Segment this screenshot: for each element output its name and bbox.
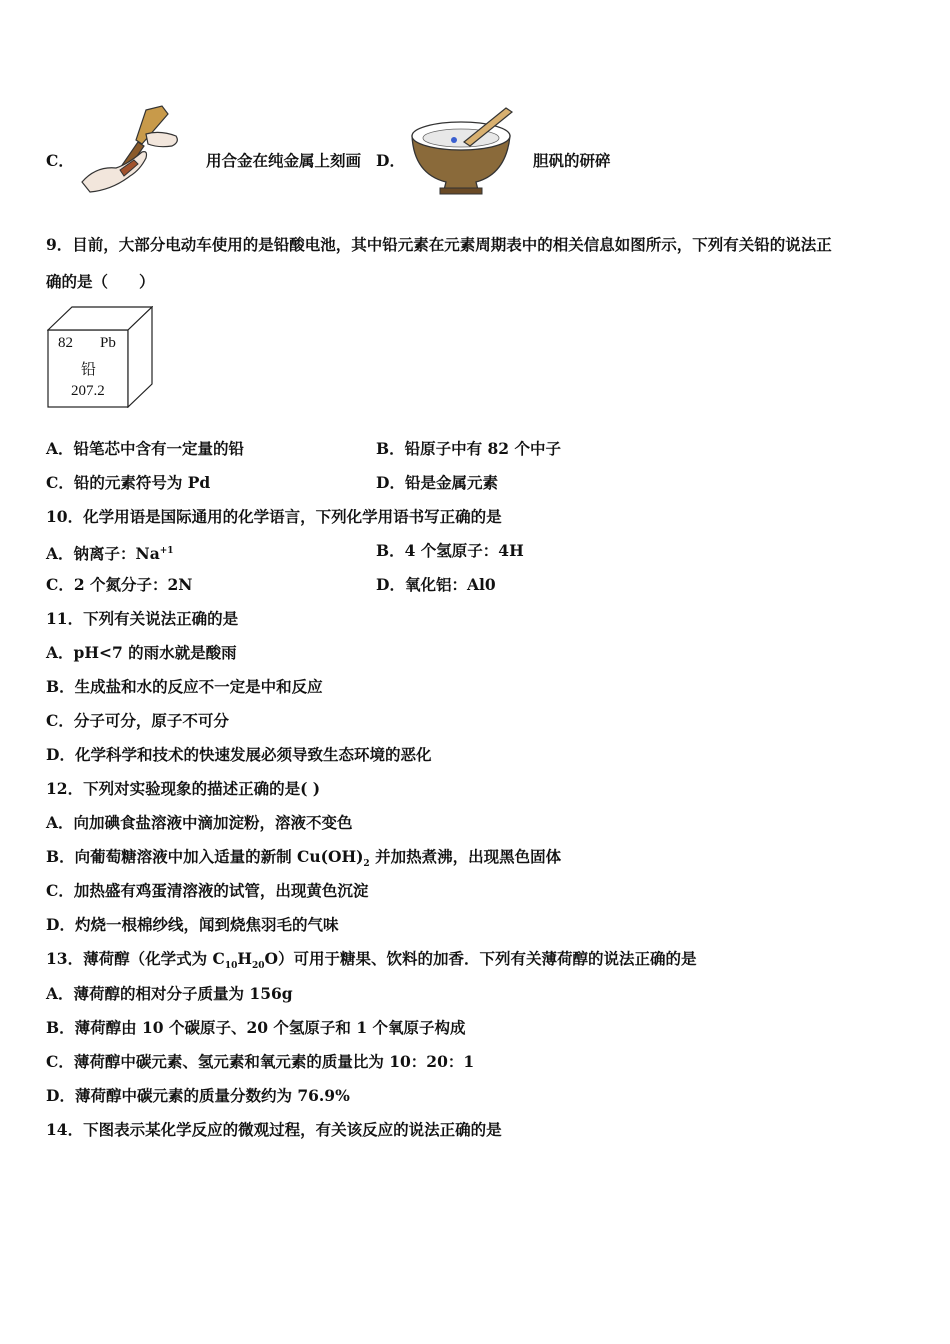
q13-option-c: C．薄荷醇中碳元素、氢元素和氧元素的质量比为 10：20：1	[46, 1052, 475, 1071]
element-name: 铅	[81, 362, 97, 378]
mortar-and-pestle-illustration	[406, 104, 518, 198]
q9-option-a: A．铅笔芯中含有一定量的铅	[46, 439, 245, 458]
q9-option-d: D．铅是金属元素	[376, 473, 498, 492]
element-atomic-number: 82	[58, 335, 73, 351]
q9-option-b: B．铅原子中有 82 个中子	[376, 439, 561, 458]
q9-option-c: C．铅的元素符号为 Pd	[46, 473, 211, 492]
q14-stem: 14．下图表示某化学反应的微观过程，有关该反应的说法正确的是	[46, 1120, 502, 1139]
q12-option-a: A．向加碘食盐溶液中滴加淀粉，溶液不变色	[46, 813, 353, 832]
q10-option-a-charge: +1	[159, 546, 174, 556]
q11-option-c: C．分子可分，原子不可分	[46, 711, 229, 730]
periodic-table-cell	[47, 306, 153, 408]
q13-stem: 13．薄荷醇（化学式为 $C_{10}H_{20}O$）可用于糖果、饮料的加香．下列有关薄荷醇的说法正确的是	[46, 949, 697, 972]
element-symbol: Pb	[100, 335, 116, 351]
q8-option-d-letter: D．	[376, 151, 405, 170]
q11-stem: 11．下列有关说法正确的是	[46, 609, 239, 628]
scratch-metal-illustration	[76, 104, 188, 196]
q12-option-b: B．向葡萄糖溶液中加入适量的新制 $Cu(OH)_2$ 并加热煮沸，出现黑色固体	[46, 847, 562, 870]
q10-option-a: A．钠离子：$Na^{+1}$	[46, 544, 174, 564]
q10-option-c: C．2 个氮分子：2N	[46, 575, 193, 594]
q12-stem: 12．下列对实验现象的描述正确的是( )	[46, 779, 321, 798]
q13-option-d: D．薄荷醇中碳元素的质量分数约为 76.9%	[46, 1086, 350, 1105]
q11-option-b: B．生成盐和水的反应不一定是中和反应	[46, 677, 323, 696]
q8-option-c-letter: C．	[46, 151, 74, 170]
q13-option-a: A．薄荷醇的相对分子质量为 156g	[46, 984, 293, 1003]
q9-stem-line1: 9．目前，大部分电动车使用的是铅酸电池，其中铅元素在元素周期表中的相关信息如图所示，下列有关铅的说法正	[46, 235, 832, 254]
q9-stem-line2: 确的是（ ）	[46, 272, 155, 291]
q8-option-d-text: 胆矾的研碎	[533, 151, 611, 170]
q12-option-c: C．加热盛有鸡蛋清溶液的试管，出现黄色沉淀	[46, 881, 369, 900]
q10-stem: 10．化学用语是国际通用的化学语言，下列化学用语书写正确的是	[46, 507, 502, 526]
q10-option-d: D．氧化铝：Al0	[376, 575, 496, 594]
q10-option-b: B．4 个氢原子：4H	[376, 541, 524, 560]
q11-option-a: A．pH<7 的雨水就是酸雨	[46, 643, 237, 662]
q12-option-d: D．灼烧一根棉纱线，闻到烧焦羽毛的气味	[46, 915, 339, 934]
q13-option-b: B．薄荷醇由 10 个碳原子、20 个氢原子和 1 个氧原子构成	[46, 1018, 466, 1037]
element-atomic-mass: 207.2	[71, 383, 105, 399]
q11-option-d: D．化学科学和技术的快速发展必须导致生态环境的恶化	[46, 745, 432, 764]
q8-option-c-text: 用合金在纯金属上刻画	[206, 151, 362, 170]
